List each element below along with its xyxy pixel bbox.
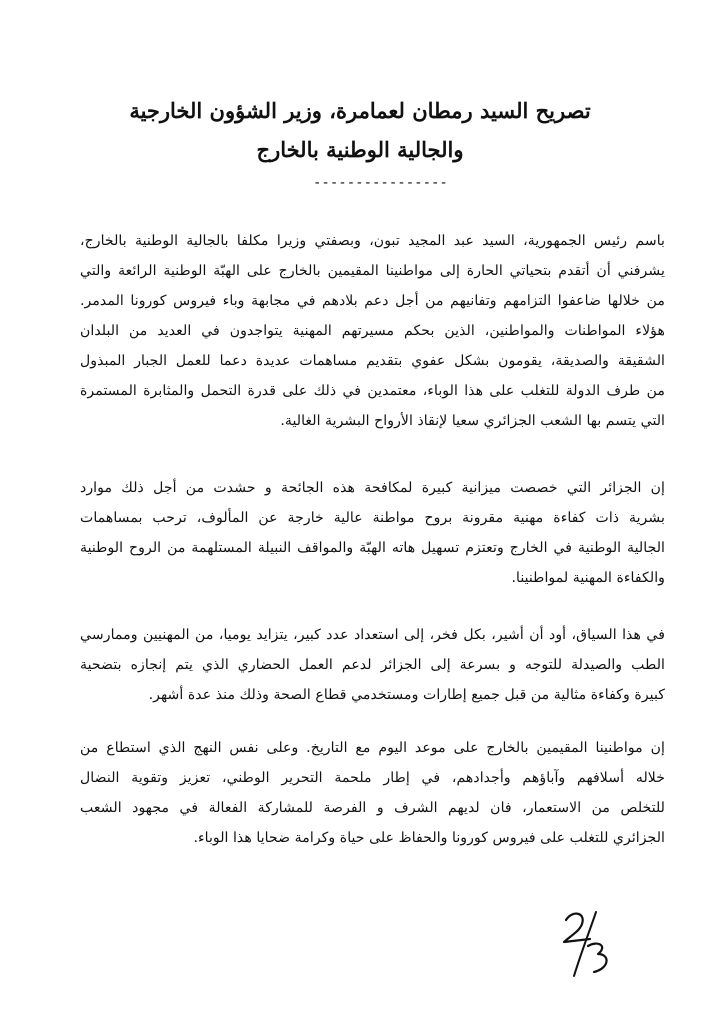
paragraph-line: من طرف الدولة للتغلب على هذا الوباء، معتمدين في ذلك على قدرة التحمل والمثابرة المستمرة <box>80 383 665 399</box>
paragraph-4 <box>80 733 665 853</box>
paragraph-line: من خلالها ضاعفوا التزامهم وتفانيهم من أجل دعم بلادهم في مجابهة وباء فيروس كورونا المدمر. <box>80 293 665 309</box>
title-divider: ---------------- <box>313 175 448 191</box>
paragraph-line: هؤلاء المواطنات والمواطنين، الذين بحكم مسيرتهم المهنية يتواجدون في العديد من البلدان <box>80 323 665 339</box>
paragraph-line: إن مواطنينا المقيمين بالخارج على موعد اليوم مع التاريخ. وعلى نفس النهج الذي استطاع من <box>80 740 665 756</box>
paragraph-line: في هذا السياق، أود أن أشير، بكل فخر، إلى استعداد عدد كبير، يتزايد يوميا، من المهنيين وممارسي <box>80 627 665 643</box>
paragraph-line: يشرفني أن أتقدم بتحياتي الحارة إلى مواطنينا المقيمين بالخارج على الهبّة الوطنية الرائعة والتي <box>80 263 665 279</box>
paragraph-line: كبيرة وكفاءة مثالية من قبل جميع إطارات ومستخدمي قطاع الصحة وذلك منذ عدة أشهر. <box>148 687 665 703</box>
paragraph-3 <box>80 620 665 710</box>
paragraph-line: بشرية ذات كفاءة مهنية مقرونة بروح مواطنة عالية خارجة عن المألوف، ترحب بمساهمات <box>80 510 665 526</box>
paragraph-line: خلاله أسلافهم وآباؤهم وأجدادهم، في إطار ملحمة التحرير الوطني، تعزيز وتقوية النضال <box>80 770 665 786</box>
paragraph-line: والكفاءة المهنية لمواطنينا. <box>511 570 665 586</box>
paragraph-line: للتخلص من الاستعمار، فان لديهم الشرف و الفرصة للمشاركة الفعالة في مجهود الشعب <box>80 800 665 816</box>
paragraph-1 <box>80 226 665 436</box>
handwritten-page-number <box>552 906 614 980</box>
paragraph-line: الجزائري للتغلب على فيروس كورونا والحفاظ على حياة وكرامة ضحايا هذا الوباء. <box>193 830 665 846</box>
document-title-line-1: تصريح السيد رمطان لعمامرة، وزير الشؤون الخارجية <box>129 98 591 123</box>
paragraph-line: إن الجزائر التي خصصت ميزانية كبيرة لمكافحة هذه الجائحة و حشدت من أجل ذلك موارد <box>80 480 665 496</box>
paragraph-line: الجالية الوطنية في الخارج وتعتزم تسهيل هاته الهبّة والمواقف النبيلة المستلهمة من الروح الوطنية <box>80 540 665 556</box>
paragraph-line: الشقيقة والصديقة، يقومون بشكل عفوي بتقديم مساهمات عديدة دعما للعمل الجبار المبذول <box>80 353 665 369</box>
document-title-line-2: والجالية الوطنية بالخارج <box>256 137 464 162</box>
paragraph-2 <box>80 473 665 593</box>
paragraph-line: التي يتسم بها الشعب الجزائري سعيا لإنقاذ الأرواح البشرية الغالية. <box>280 413 665 429</box>
paragraph-line: باسم رئيس الجمهورية، السيد عبد المجيد تبون، وبصفتي وزيرا مكلفا بالجالية الوطنية بالخارج، <box>80 233 665 249</box>
paragraph-line: الطب والصيدلة للتوجه و بسرعة إلى الجزائر لدعم العمل الحضاري الذي يتم إنجازه بتضحية <box>80 657 665 673</box>
